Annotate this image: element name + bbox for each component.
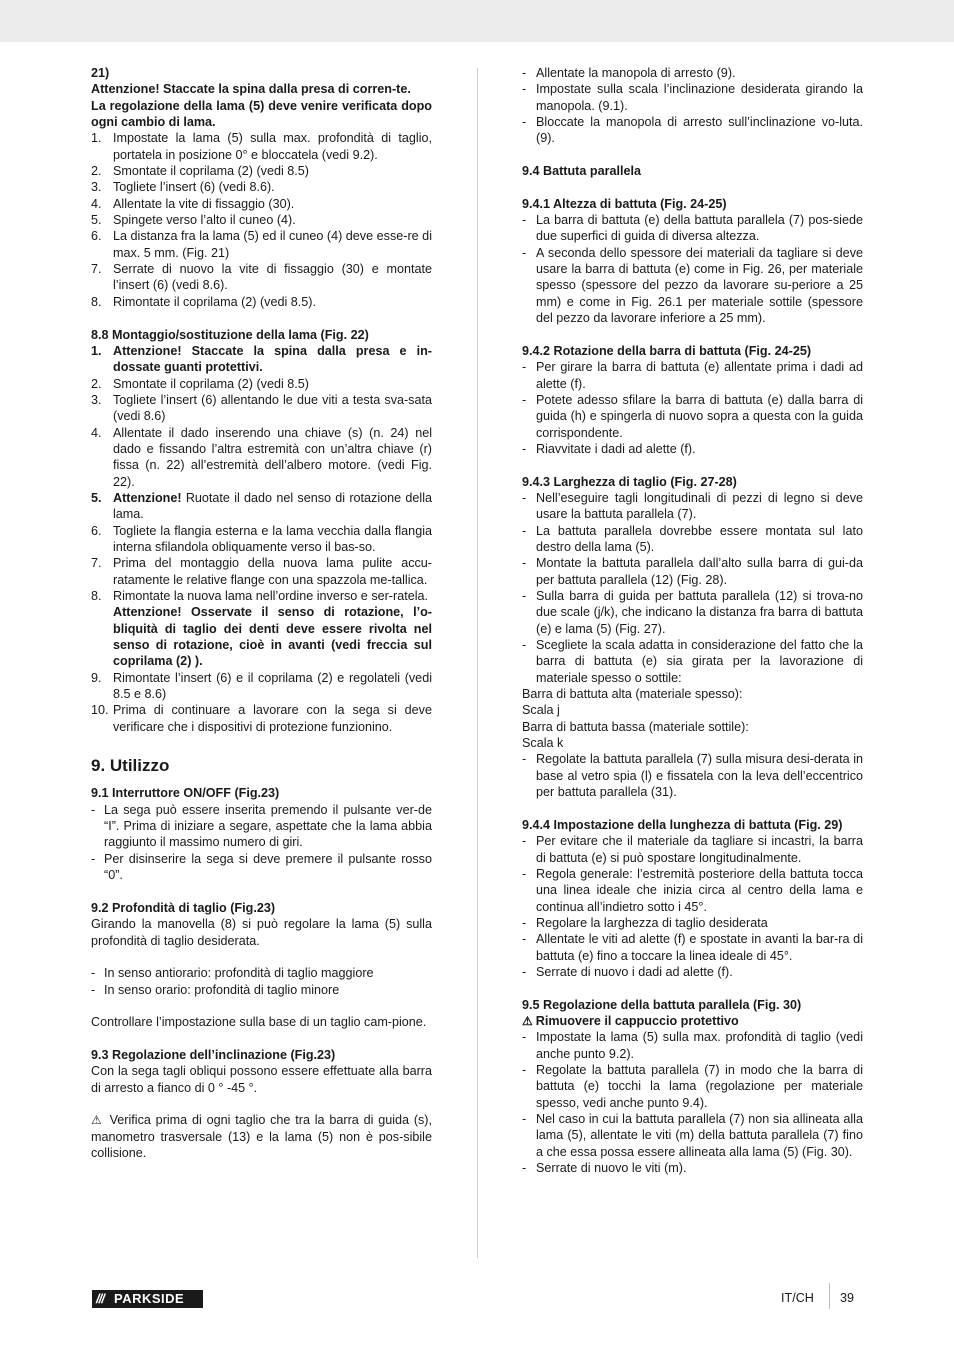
list-item: - Potete adesso sfilare la barra di battuta (e) dalla barra di guida (h) e spingerla di nuovo sopra a questa con la guida corrispondente. [522, 392, 863, 440]
chapter-heading-9: 9. Utilizzo [91, 756, 170, 776]
list-item: - Serrate di nuovo le viti (m). [522, 1161, 687, 1176]
list-item: - Per disinserire la sega si deve premere il pulsante rosso “0”. [91, 851, 432, 883]
list-item: 7. Prima del montaggio della nuova lama pulite accu-ratamente le relative flange con una spazzola me-tallica. [91, 556, 432, 587]
steps-21 [91, 130, 432, 310]
list-item: 8. Rimontate la nuova lama nell’ordine inverso e ser-ratela. Attenzione! Osservate il senso di rotazione, l’o-bliquità di taglio dei denti deve essere rivolta nel senso di rotazione, cioè in avanti (vedi freccia sul coprilama (2) ). [91, 589, 432, 669]
list-item: - Serrate di nuovo i dadi ad alette (f). [522, 964, 733, 979]
list-item: 1. Attenzione! Staccate la spina dalla presa e in-dossate guanti protettivi. [91, 343, 432, 375]
list-item: - Impostate la lama (5) sulla max. profondità di taglio (vedi anche punto 9.2). [522, 1030, 863, 1061]
scale-line: Barra di battuta alta (materiale spesso): [522, 687, 743, 702]
list-item: - Nell’eseguire tagli longitudinali di pezzi di legno si deve usare la battuta parallela (7). [522, 490, 863, 522]
footer-divider [829, 1283, 830, 1309]
list-item: - Regola generale: l’estremità posteriore della battuta tocca una linea ideale che inizia circa al centro della lama e continua all’indietro sotto i 45°. [522, 866, 863, 914]
warning-blade-check: La regolazione della lama (5) deve venire verificata dopo ogni cambio di lama. [91, 98, 432, 130]
warning-triangle-icon: ⚠ [91, 1113, 102, 1128]
list-item: 5. Attenzione! Ruotate il dado nel senso di rotazione della lama. [91, 490, 432, 522]
list-item: - La battuta parallela dovrebbe essere montata sul lato destro della lama (5). [522, 523, 863, 554]
list-item: - In senso orario: profondità di taglio minore [91, 982, 340, 997]
parkside-logo: /// PARKSIDE [92, 1290, 203, 1308]
section-heading-9-5: 9.5 Regolazione della battuta parallela (Fig. 30) [522, 997, 802, 1012]
page-number: 39 [840, 1291, 855, 1305]
list-item: - Regolate la battuta parallela (7) sulla misura desi-derata in base al vetro spia (l) e fissatela con la leva dell’eccentrico per battuta parallela (31). [522, 752, 863, 800]
list-item: - Bloccate la manopola di arresto sull’inclinazione vo-luta. (9). [522, 115, 863, 146]
list-item: 6. La distanza fra la lama (5) ed il cuneo (4) deve esse-re di max. 5 mm. (Fig. 21) [91, 229, 432, 260]
list-item: 5. Spingete verso l’alto il cuneo (4). [91, 213, 296, 228]
list-9-5 [522, 1029, 863, 1176]
section-heading-9-4-3: 9.4.3 Larghezza di taglio (Fig. 27-28) [522, 474, 737, 489]
column-divider [477, 68, 478, 1258]
list-item: 10. Prima di continuare a lavorare con la sega si deve verificare che i dispositivi di protezione funzionino. [91, 703, 432, 734]
list-item: 3. Togliete l’insert (6) (vedi 8.6). [91, 180, 275, 195]
section-heading-9-4-4: 9.4.4 Impostazione della lunghezza di battuta (Fig. 29) [522, 817, 843, 832]
list-item: 9. Rimontate l’insert (6) e il coprilama (2) e regolateli (vedi 8.5 e 8.6) [91, 670, 432, 702]
logo-stripes-icon: /// [96, 1291, 104, 1306]
list-item: - Riavvitate i dadi ad alette (f). [522, 441, 696, 456]
list-item: - La sega può essere inserita premendo il pulsante ver-de “I”. Prima di iniziare a segare, aspettate che la lama abbia raggiunto il massimo numero di giri. [91, 802, 432, 850]
list-9-3-cont [522, 65, 863, 147]
section-heading-9-2: 9.2 Profondità di taglio (Fig.23) [91, 900, 276, 915]
list-item: 2. Smontate il coprilama (2) (vedi 8.5) [91, 164, 309, 179]
left-column [91, 65, 432, 1161]
list-item: 1. Impostate la lama (5) sulla max. profondità di taglio, portatela in posizione 0° e bloccatela (vedi 9.2). [91, 131, 432, 162]
list-item: - Regolare la larghezza di taglio desiderata [522, 915, 768, 930]
paragraph-warning: ⚠ Verifica prima di ogni taglio che tra la barra di guida (s), manometro trasversale (13) e la lama (5) non è pos-sibile collisione. [91, 1113, 432, 1160]
list-item: - Allentate la manopola di arresto (9). [522, 66, 736, 80]
paragraph: Controllare l’impostazione sulla base di un taglio cam-pione. [91, 1015, 427, 1030]
section-heading-9-1: 9.1 Interruttore ON/OFF (Fig.23) [91, 786, 280, 801]
list-9-4-3b [522, 751, 863, 800]
list-9-1 [91, 802, 432, 884]
top-header-bar [0, 0, 954, 42]
list-item: - Per girare la barra di battuta (e) allentate prima i dadi ad alette (f). [522, 360, 863, 391]
warning-remove-cap: ⚠ Rimuovere il cappuccio protettivo [522, 1013, 739, 1028]
list-item: 8. Rimontate il coprilama (2) (vedi 8.5). [91, 294, 316, 309]
list-item: 3. Togliete l’insert (6) allentando le due viti a testa sva-sata (vedi 8.6) [91, 392, 432, 424]
steps-8-8 [91, 343, 432, 735]
section-heading-9-3: 9.3 Regolazione dell’inclinazione (Fig.23) [91, 1047, 336, 1062]
list-9-4-4 [522, 833, 863, 980]
warning-unplug: Attenzione! Staccate la spina dalla presa di corren-te. [91, 82, 411, 97]
paragraph: Girando la manovella (8) si può regolare la lama (5) sulla profondità di taglio desiderata. [91, 917, 432, 948]
list-item: 2. Smontate il coprilama (2) (vedi 8.5) [91, 376, 309, 391]
list-9-4-3 [522, 490, 863, 686]
list-item: 4. Allentate la vite di fissaggio (30). [91, 196, 295, 211]
scale-line: Scala j [522, 703, 560, 718]
section-heading-8-8: 8.8 Montaggio/sostituzione della lama (Fig. 22) [91, 327, 369, 342]
list-9-2 [91, 965, 432, 998]
section-heading-9-4: 9.4 Battuta parallela [522, 164, 641, 179]
paragraph: Con la sega tagli obliqui possono essere effettuate alla barra di arresto a fianco di 0 ° -45 °. [91, 1064, 432, 1095]
list-9-4-1 [522, 212, 863, 326]
list-item: 6. Togliete la flangia esterna e la lama vecchia dalla flangia interna sfilandola obliquamente verso il bas-so. [91, 523, 432, 554]
list-item: - Impostate sulla scala l’inclinazione desiderata girando la manopola. (9.1). [522, 82, 863, 113]
figure-ref-21: 21) [91, 66, 110, 80]
list-item: 7. Serrate di nuovo la vite di fissaggio (30) e montate l’insert (6) (vedi 8.6). [91, 262, 432, 293]
list-9-4-2 [522, 359, 863, 457]
list-item: - Per evitare che il materiale da tagliare si incastri, la barra di battuta (e) si può spostare longitudinalmente. [522, 834, 863, 865]
list-item: - Nel caso in cui la battuta parallela (7) non sia allineata alla lama (5), allentate le viti (m) della battuta parallela (7) fino a che essa possa essere allineata alla lama (5) (Fig. 30). [522, 1112, 863, 1159]
list-item: - Regolate la battuta parallela (7) in modo che la barra di battuta (e) tocchi la lama (regolazione per materiale spesso, vedi anche punto 9.4). [522, 1062, 863, 1110]
list-item: 4. Allentate il dado inserendo una chiave (s) (n. 24) nel dado e fissando l’altra estremità con un’altra chiave (r) fissa (n. 22) all’estremità dell’albero motore. (vedi Fig. 22). [91, 425, 432, 489]
list-item: - Sulla barra di guida per battuta parallela (12) si trova-no due scale (j/k), che indicano la distanza fra barra di battuta (e) e lama (5) (Fig. 27). [522, 589, 863, 636]
list-item: - In senso antiorario: profondità di taglio maggiore [91, 966, 374, 981]
language-code: IT/CH [781, 1291, 814, 1305]
scale-line: Scala k [522, 736, 564, 751]
list-item: - Allentate le viti ad alette (f) e spostate in avanti la bar-ra di battuta (e) fino a toccare la linea ideale di 45°. [522, 932, 863, 963]
list-item: - La barra di battuta (e) della battuta parallela (7) pos-siede due superfici di guida di diversa altezza. [522, 213, 863, 244]
warning-triangle-icon: ⚠ [522, 1013, 533, 1028]
list-item: - Montate la battuta parallela dall’alto sulla barra di gui-da per battuta parallela (12) (Fig. 28). [522, 556, 863, 587]
scale-line: Barra di battuta bassa (materiale sottile): [522, 719, 749, 734]
right-column [522, 65, 863, 1176]
section-heading-9-4-2: 9.4.2 Rotazione della barra di battuta (Fig. 24-25) [522, 343, 812, 358]
list-item: - Scegliete la scala adatta in considerazione del fatto che la barra di battuta (e) sia girata per la lavorazione di materiale spesso o sottile: [522, 638, 863, 685]
list-item: - A seconda dello spessore dei materiali da tagliare si deve usare la barra di battuta (e) come in Fig. 26, per materiale spesso (spessore del pezzo da lavorare su-periore a 25 mm) e come in Fig. 26.1 per materiale sottile (spessore del pezzo da lavorare inferiore a 25 mm). [522, 245, 863, 326]
warning-rotation: Attenzione! Osservate il senso di rotazione, l’o-bliquità di taglio dei denti deve essere rivolta nel senso di rotazione, cioè in avanti (vedi freccia sul coprilama (2) ). [113, 605, 432, 669]
section-heading-9-4-1: 9.4.1 Altezza di battuta (Fig. 24-25) [522, 196, 727, 211]
